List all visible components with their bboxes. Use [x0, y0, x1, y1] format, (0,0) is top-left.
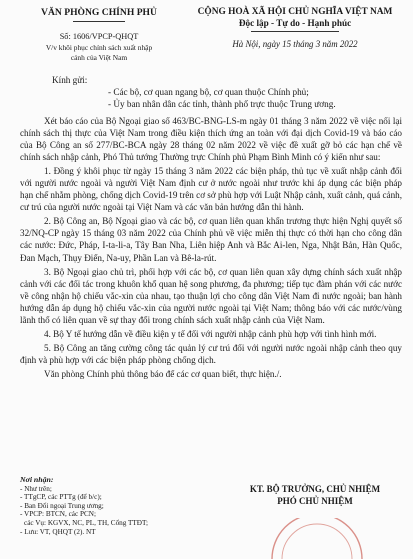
recipient-item: - VPCP: BTCN, các PCN; [20, 510, 96, 519]
document-body [20, 115, 402, 380]
subject-line-1: V/v khôi phục chính sách xuất nhập [45, 43, 153, 52]
recipient-line-1: - Các bộ, cơ quan ngang bộ, cơ quan thuộc Chính phủ; [108, 87, 309, 97]
agency-underline [73, 21, 125, 22]
recipient-item: - Như trên; [20, 484, 52, 493]
closing-paragraph: Văn phòng Chính phủ thông báo để các cơ quan biết, thực hiện./. [44, 368, 282, 379]
document-number: Số: 1606/VPCP-QHQT [59, 32, 139, 41]
official-stamp-image [262, 518, 372, 559]
intro-paragraph: Xét báo cáo của Bộ Ngoại giao số 463/BC-BNG-LS-m ngày 01 tháng 3 năm 2022 về việc nối lại chính sách thị thực của Việt Nam trong điều kiện thích ứng an toàn với đại dịch Covid-19 và báo cáo của Bộ Công an số 277/BC-BCA ngày 28 tháng 02 năm 2022 về việc đề xuất gỡ bỏ các hạn chế về chính sách nhập cảnh, Phó Thủ tướng Thường trực Chính phủ Phạm Bình Minh có ý kiến như sau: [20, 116, 402, 163]
signature-subtitle: PHÓ CHỦ NHIỆM [277, 496, 353, 506]
point-1-paragraph: 1. Đồng ý khôi phục từ ngày 15 tháng 3 năm 2022 các biện pháp, thủ tục về xuất nhập cảnh đối với người nước ngoài và người Việt Nam định cư ở nước ngoài như trước khi áp dụng các biện pháp hạn chế nhằm phòng, chống dịch Covid-19 trên cơ sở phù hợp với Luật Nhập cảnh, xuất cảnh, quá cảnh, cư trú của người nước ngoài tại Việt Nam và các văn bản hướng dẫn thi hành. [20, 166, 402, 213]
recipient-item: - Lưu: VT, QHQT (2). NT [20, 527, 96, 536]
signature-title: KT. BỘ TRƯỞNG, CHỦ NHIỆM [249, 484, 381, 494]
subject-line-2: cảnh của Việt Nam [70, 53, 128, 62]
recipient-item: - TTgCP, các PTTg (để b/c); [20, 493, 102, 502]
issuing-agency: VĂN PHÒNG CHÍNH PHỦ [41, 7, 157, 18]
recipient-item: các Vụ: KGVX, NC, PL, TH, Cổng TTĐT; [24, 518, 148, 527]
motto-underline [251, 31, 339, 32]
recipient-item: - Ban Đối ngoại Trung ương; [20, 501, 104, 510]
place-and-date: Hà Nội, ngày 15 tháng 3 năm 2022 [232, 39, 358, 49]
recipients-heading: Nơi nhận: [20, 475, 54, 484]
national-motto: Độc lập - Tự do - Hạnh phúc [238, 18, 352, 28]
recipients-block [20, 476, 148, 536]
point-2-paragraph: 2. Bộ Công an, Bộ Ngoại giao và các bộ, cơ quan liên quan khẩn trương thực hiện Nghị quyết số 32/NQ-CP ngày 15 tháng 03 năm 2022 của Chính phủ về việc miễn thị thực có thời hạn cho công dân các nước: Đức, Pháp, I-ta-li-a, Tây Ban Nha, Liên hiệp Anh và Bắc Ai-len, Nga, Nhật Bản, Hàn Quốc, Đan Mạch, Thụy Điển, Na-uy, Phần Lan và Bê-la-rút. [20, 216, 402, 263]
point-4-paragraph: 4. Bộ Y tế hướng dẫn về điều kiện y tế đối với người nhập cảnh phù hợp với tình hình mới. [44, 328, 377, 339]
point-5-paragraph: 5. Bộ Công an tăng cường công tác quản lý cư trú đối với người nước ngoài nhập cảnh theo quy định và phù hợp với các biện pháp phòng chống dịch. [20, 342, 402, 365]
greeting-label: Kính gửi: [52, 75, 88, 85]
point-3-paragraph: 3. Bộ Ngoại giao chủ trì, phối hợp với các bộ, cơ quan liên quan xây dựng chính sách xuất nhập cảnh với các đối tác trong khuôn khổ quan hệ song phương, đa phương; tiếp tục đàm phán với các nước về công nhận hộ chiếu vắc-xin của nhau, tạo thuận lợi cho công dân Việt Nam đi nước ngoài; ban hành hướng dẫn áp dụng hộ chiếu vắc-xin của người nước ngoài tại Việt Nam; thông báo với các nước/vùng lãnh thổ có liên quan về sự thay đổi trong chính sách xuất nhập cảnh của Việt Nam. [20, 266, 402, 325]
country-name: CỘNG HOÀ XÃ HỘI CHỦ NGHĨA VIỆT NAM [197, 7, 393, 17]
recipient-line-2: - Ủy ban nhân dân các tỉnh, thành phố trực thuộc Trung ương. [108, 99, 336, 109]
